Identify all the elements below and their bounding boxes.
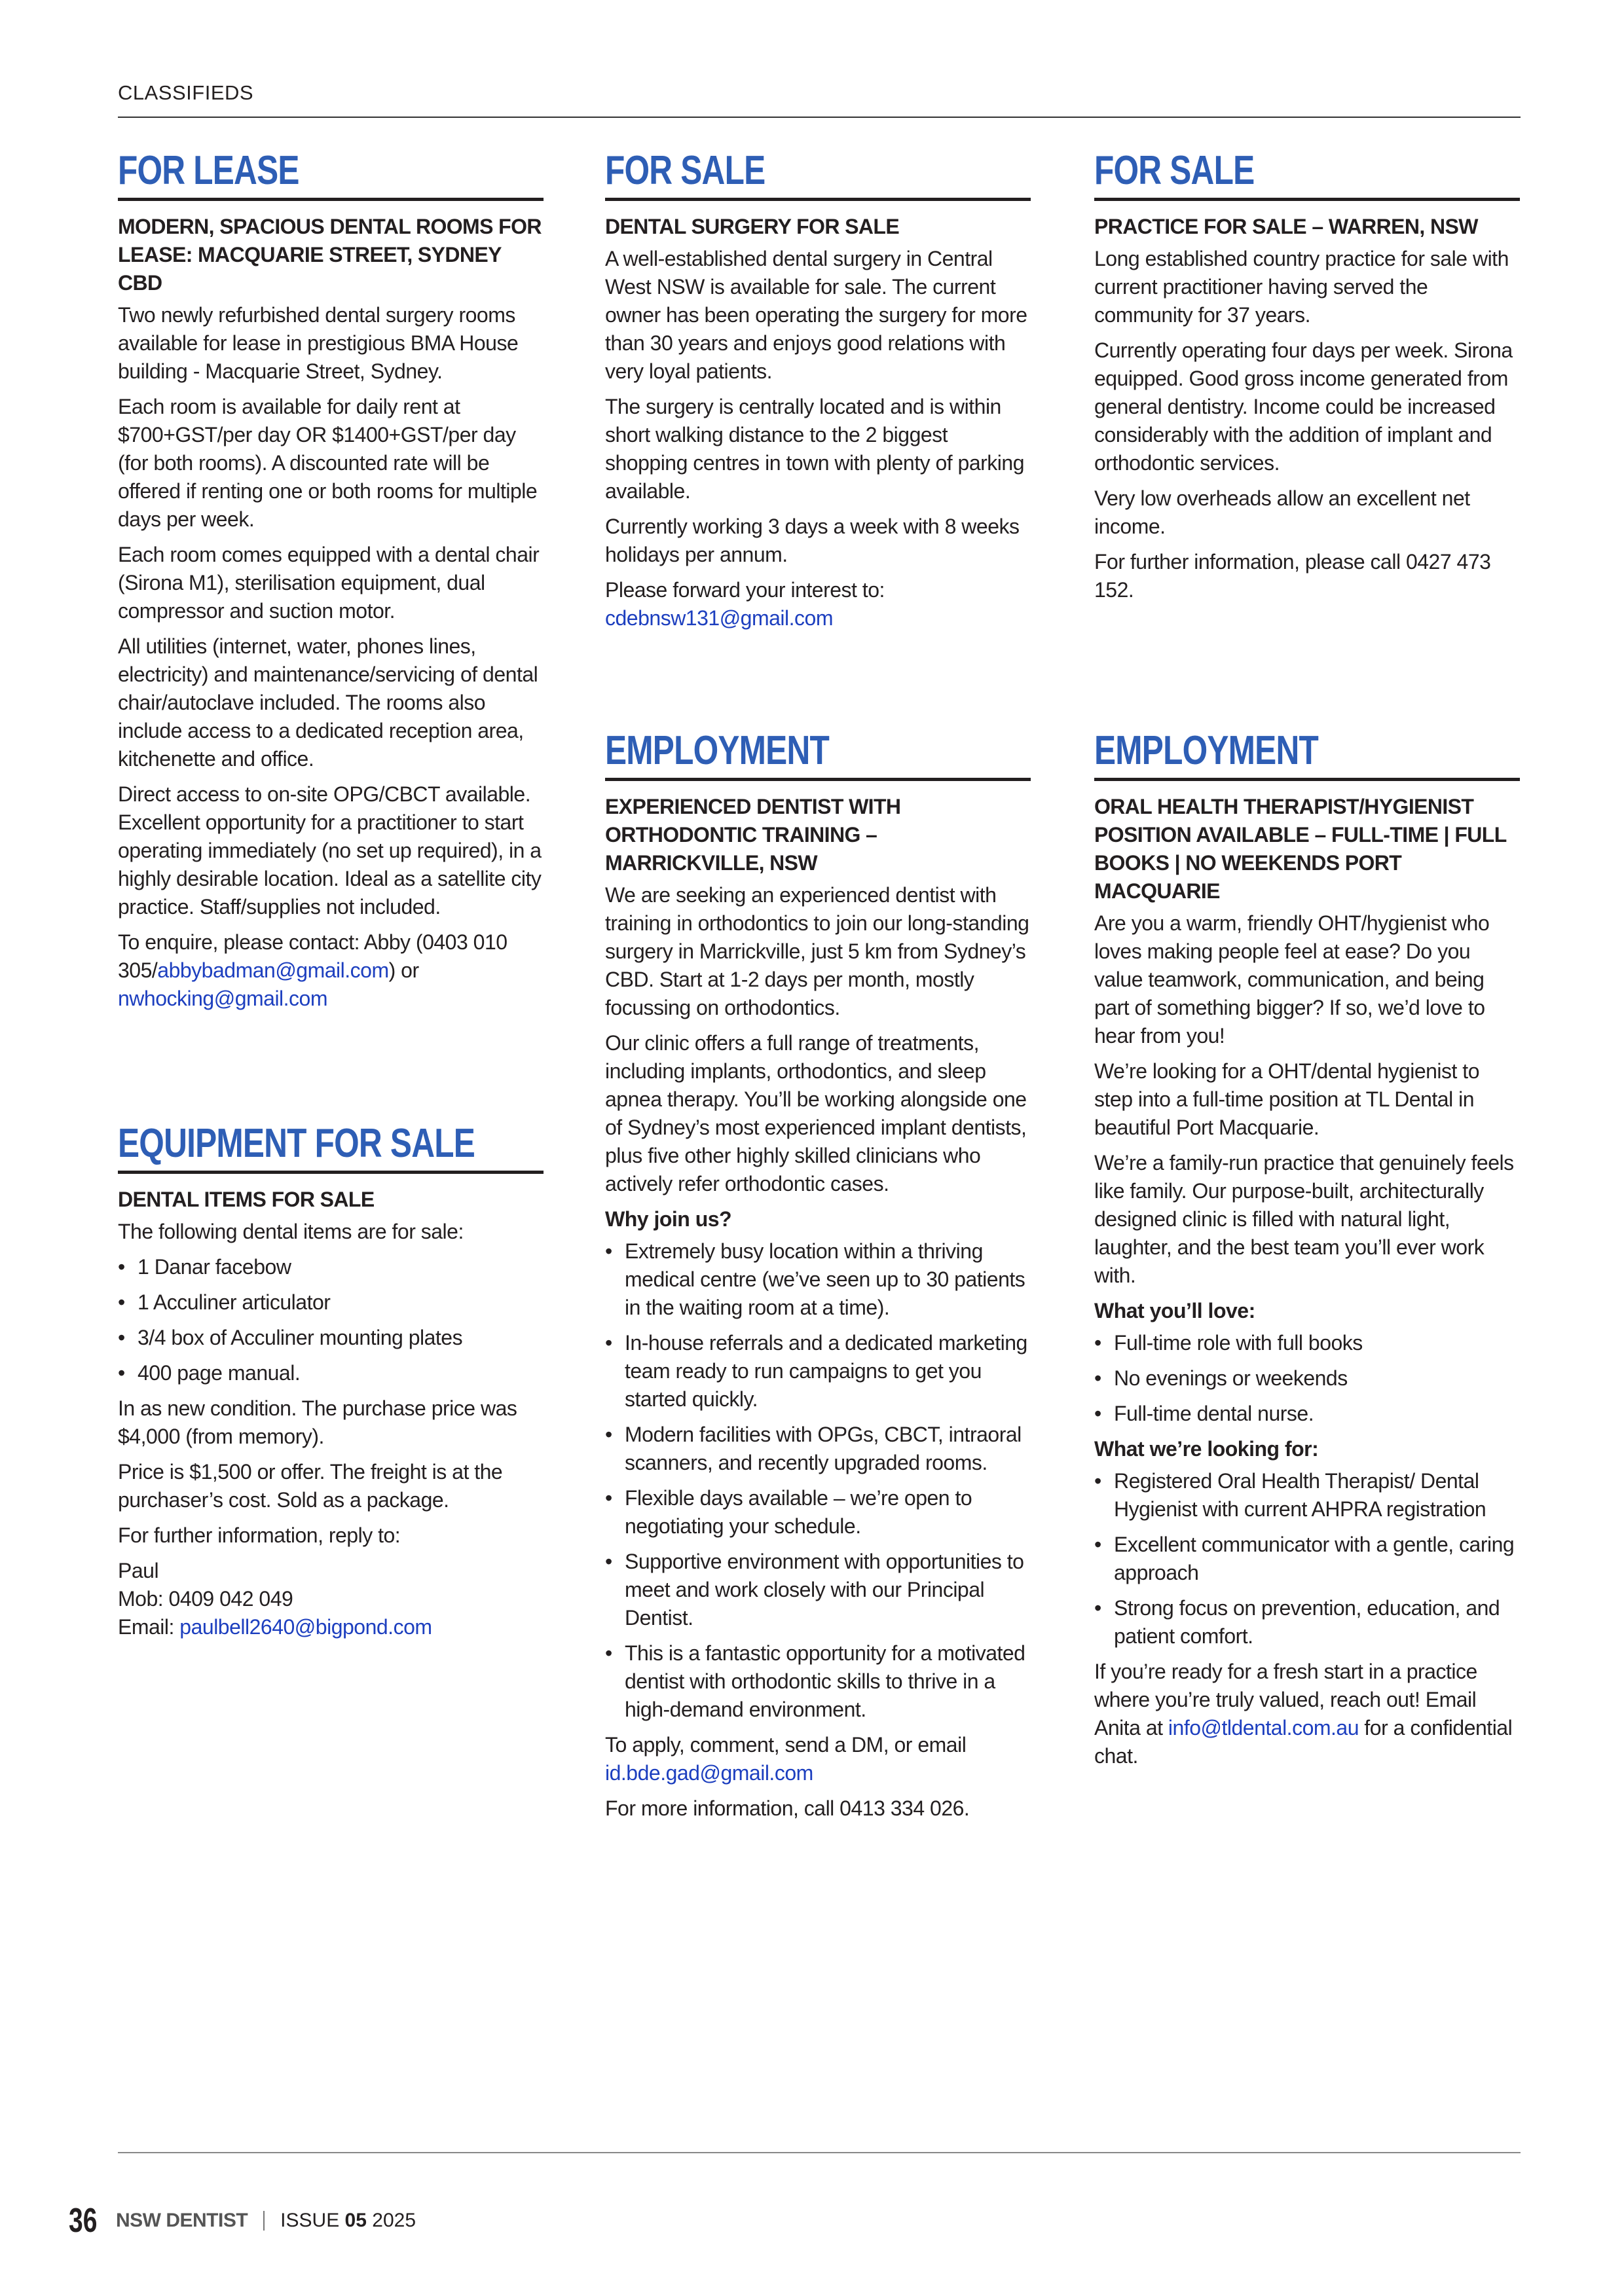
section-heading: [118, 1118, 544, 1174]
text-run: Each room comes equipped with a dental chair (Sirona M1), sterilisation equipment, dual compressor and suction motor.: [118, 543, 540, 623]
text-run: Two newly refurbished dental surgery rooms available for lease in prestigious BMA House building - Macquarie Street, Sydney.: [118, 303, 519, 383]
text-run: The following dental items are for sale:: [118, 1220, 464, 1243]
magazine-name: NSW DENTIST: [116, 2210, 248, 2231]
text-run: We’re looking for a OHT/dental hygienist to step into a full-time position at TL Dental in beautiful Port Macquarie.: [1094, 1059, 1479, 1139]
text-run: for a confidential chat.: [1094, 1716, 1513, 1768]
contact-line: [118, 1613, 544, 1641]
ad-paragraph: [1094, 1658, 1520, 1770]
section-heading-text: EMPLOYMENT: [605, 728, 829, 773]
text-run: Direct access to on-site OPG/CBCT available. Excellent opportunity for a practitioner to start operating immediately (no set up required), in a highly desirable location. Ideal as a satellite city practice. Staff/supplies not included.: [118, 782, 542, 919]
bullet-list: [1094, 1467, 1520, 1650]
ad-paragraph: [118, 541, 544, 625]
section-employment-dentist: [605, 725, 1031, 1830]
ad-paragraph: [605, 881, 1031, 1022]
text-run: The surgery is centrally located and is within short walking distance to the 2 biggest shopping centres in town with plenty of parking available.: [605, 395, 1024, 503]
ad-title: PRACTICE FOR SALE – WARREN, NSW: [1094, 215, 1478, 238]
section-for-sale-surgery: [605, 145, 1031, 640]
ad-paragraph: [1094, 548, 1520, 604]
bullet-item: • 3/4 box of Acculiner mounting plates: [118, 1324, 544, 1352]
text-run: All utilities (internet, water, phones lines, electricity) and maintenance/servicing of dental chair/autoclave included. The rooms also include access to a dedicated reception area, kitchenette and office.: [118, 634, 538, 771]
ad-paragraph: [1094, 337, 1520, 477]
ad-paragraph: [1094, 1149, 1520, 1290]
text-run: For further information, please call 0427 473 152.: [1094, 550, 1491, 602]
contact-line: [605, 604, 1031, 632]
ad-paragraph: [118, 1458, 544, 1514]
email-link[interactable]: cdebnsw131@gmail.com: [605, 606, 833, 630]
ad-title: MODERN, SPACIOUS DENTAL ROOMS FOR LEASE: MACQUARIE STREET, SYDNEY CBD: [118, 215, 542, 295]
section-heading: [605, 725, 1031, 781]
ad-paragraph: [605, 513, 1031, 569]
bullet-list: [118, 1253, 544, 1387]
contact-block: [605, 576, 1031, 632]
text-run: Currently operating four days per week. Sirona equipped. Good gross income generated from general dentistry. Income could be increased considerably with the addition of implant and orthodontic services.: [1094, 338, 1513, 475]
section-heading-text: EMPLOYMENT: [1094, 728, 1318, 773]
ad-paragraph: [605, 245, 1031, 386]
ad-title: DENTAL SURGERY FOR SALE: [605, 215, 900, 238]
section-heading-text: FOR LEASE: [118, 148, 299, 193]
text-run: We are seeking an experienced dentist with training in orthodontics to join our long-standing surgery in Marrickville, just 5 km from Sydney’s CBD. Start at 1-2 days per month, mostly focussing on orthodontics.: [605, 883, 1029, 1019]
text-run: Email:: [118, 1615, 180, 1639]
bullet-item: • In-house referrals and a dedicated marketing team ready to run campaigns to get you started quickly.: [605, 1329, 1031, 1413]
ad-paragraph: [118, 780, 544, 921]
text-run: For further information, reply to:: [118, 1523, 401, 1547]
issue-label: ISSUE: [280, 2210, 340, 2231]
text-run: Long established country practice for sale with current practitioner having served the community for 37 years.: [1094, 247, 1509, 327]
ad-paragraph: [605, 1795, 1031, 1823]
bullet-list: [1094, 1329, 1520, 1428]
header-rule: [118, 117, 1521, 118]
email-link[interactable]: paulbell2640@bigpond.com: [179, 1615, 432, 1639]
section-equipment-for-sale: [118, 1118, 544, 1649]
ad-paragraph: [118, 928, 544, 1013]
page-number: 36: [69, 2202, 98, 2240]
section-heading: [1094, 145, 1520, 201]
email-link[interactable]: abbybadman@gmail.com: [157, 958, 389, 982]
ad-paragraph: [118, 393, 544, 534]
contact-block: [118, 1557, 544, 1641]
text-run: Price is $1,500 or offer. The freight is at the purchaser’s cost. Sold as a package.: [118, 1460, 503, 1512]
bullet-item: • Extremely busy location within a thriving medical centre (we’ve seen up to 30 patients in the waiting room at a time).: [605, 1237, 1031, 1322]
bullet-item: • Flexible days available – we’re open to negotiating your schedule.: [605, 1484, 1031, 1540]
text-run: Are you a warm, friendly OHT/hygienist who loves making people feel at ease? Do you value teamwork, communication, and being part of something bigger? If so, we’d love to hear from you!: [1094, 911, 1490, 1048]
section-for-lease: [118, 145, 544, 1020]
text-run: We’re a family-run practice that genuinely feels like family. Our purpose-built, architecturally designed clinic is filled with natural light, laughter, and the best team you’ll ever work with.: [1094, 1151, 1514, 1287]
bullet-item: • No evenings or weekends: [1094, 1364, 1520, 1393]
text-run: For more information, call 0413 334 026.: [605, 1796, 970, 1820]
text-run: A well-established dental surgery in Central West NSW is available for sale. The current owner has been operating the surgery for more than 30 years and enjoys good relations with very loyal patients.: [605, 247, 1027, 383]
text-run: ) or: [388, 958, 419, 982]
text-run: Currently working 3 days a week with 8 weeks holidays per annum.: [605, 515, 1020, 566]
issue-info: [280, 2210, 416, 2232]
ad-title: ORAL HEALTH THERAPIST/HYGIENIST POSITION AVAILABLE – FULL-TIME | FULL BOOKS | NO WEEKENDS PORT MACQUARIE: [1094, 795, 1507, 903]
page-footer: [69, 2201, 416, 2240]
ad-subheading: What we’re looking for:: [1094, 1437, 1319, 1461]
bullet-item: • Full-time dental nurse.: [1094, 1400, 1520, 1428]
bullet-item: • This is a fantastic opportunity for a motivated dentist with orthodontic skills to thrive in a high-demand environment.: [605, 1639, 1031, 1724]
footer-rule: [118, 2152, 1521, 2153]
bullet-list: [605, 1237, 1031, 1724]
text-run: Each room is available for daily rent at $700+GST/per day OR $1400+GST/per day (for both rooms). A discounted rate will be offered if renting one or both rooms for multiple days per week.: [118, 395, 538, 531]
ad-subheading: Why join us?: [605, 1207, 732, 1231]
section-heading: [605, 145, 1031, 201]
section-employment-hygienist: [1094, 725, 1520, 1777]
ad-paragraph: [605, 1731, 1031, 1787]
contact-line: [605, 576, 1031, 604]
bullet-item: • Full-time role with full books: [1094, 1329, 1520, 1357]
section-heading: [1094, 725, 1520, 781]
text-run: Please forward your interest to:: [605, 578, 885, 602]
bullet-item: • Strong focus on prevention, education, and patient comfort.: [1094, 1594, 1520, 1650]
text-run: In as new condition. The purchase price was $4,000 (from memory).: [118, 1396, 517, 1448]
email-link[interactable]: info@tldental.com.au: [1168, 1716, 1359, 1740]
text-run: If you’re ready for a fresh start in a practice where you’re truly valued, reach out! Email Anita at: [1094, 1660, 1477, 1740]
ad-paragraph: [118, 1218, 544, 1246]
text-run: Our clinic offers a full range of treatments, including implants, orthodontics, and sleep apnea therapy. You’ll be working alongside one of Sydney’s most experienced implant dentists, plus five other highly skilled clinicians who actively refer orthodontic cases.: [605, 1031, 1027, 1195]
section-for-sale-practice: [1094, 145, 1520, 611]
contact-line: [118, 1557, 544, 1585]
email-link[interactable]: nwhocking@gmail.com: [118, 987, 327, 1010]
bullet-item: • 1 Danar facebow: [118, 1253, 544, 1281]
running-head-section: CLASSIFIEDS: [118, 81, 254, 104]
section-heading: [118, 145, 544, 201]
ad-paragraph: [1094, 1057, 1520, 1142]
text-run: To enquire, please contact: Abby (0403 010 305/: [118, 930, 507, 982]
issue-year: 2025: [372, 2210, 416, 2231]
ad-paragraph: [118, 1522, 544, 1550]
ad-paragraph: [118, 1394, 544, 1451]
ad-paragraph: [1094, 245, 1520, 329]
bullet-item: • Registered Oral Health Therapist/ Dental Hygienist with current AHPRA registration: [1094, 1467, 1520, 1523]
ad-paragraph: [1094, 909, 1520, 1050]
ad-paragraph: [118, 632, 544, 773]
ad-subheading: What you’ll love:: [1094, 1299, 1255, 1322]
section-heading-text: EQUIPMENT FOR SALE: [118, 1121, 475, 1166]
text-run: Paul: [118, 1559, 159, 1582]
bullet-item: • 400 page manual.: [118, 1359, 544, 1387]
bullet-item: • Supportive environment with opportunities to meet and work closely with our Principal Dentist.: [605, 1548, 1031, 1632]
ad-paragraph: [1094, 484, 1520, 541]
bullet-item: • Modern facilities with OPGs, CBCT, intraoral scanners, and recently upgraded rooms.: [605, 1421, 1031, 1477]
text-run: Very low overheads allow an excellent net income.: [1094, 486, 1470, 538]
section-heading-text: FOR SALE: [605, 148, 766, 193]
text-run: Mob: 0409 042 049: [118, 1587, 293, 1611]
ad-title: DENTAL ITEMS FOR SALE: [118, 1188, 375, 1211]
bullet-item: • 1 Acculiner articulator: [118, 1288, 544, 1317]
issue-number: 05: [344, 2210, 367, 2231]
ad-title: EXPERIENCED DENTIST WITH ORTHODONTIC TRAINING – MARRICKVILLE, NSW: [605, 795, 901, 875]
ad-paragraph: [605, 1029, 1031, 1198]
footer-divider: [263, 2211, 265, 2231]
email-link[interactable]: id.bde.gad@gmail.com: [605, 1761, 813, 1785]
ad-paragraph: [118, 301, 544, 386]
bullet-item: • Excellent communicator with a gentle, caring approach: [1094, 1531, 1520, 1587]
text-run: To apply, comment, send a DM, or email: [605, 1733, 967, 1757]
ad-paragraph: [605, 393, 1031, 505]
contact-line: [118, 1585, 544, 1613]
section-heading-text: FOR SALE: [1094, 148, 1255, 193]
